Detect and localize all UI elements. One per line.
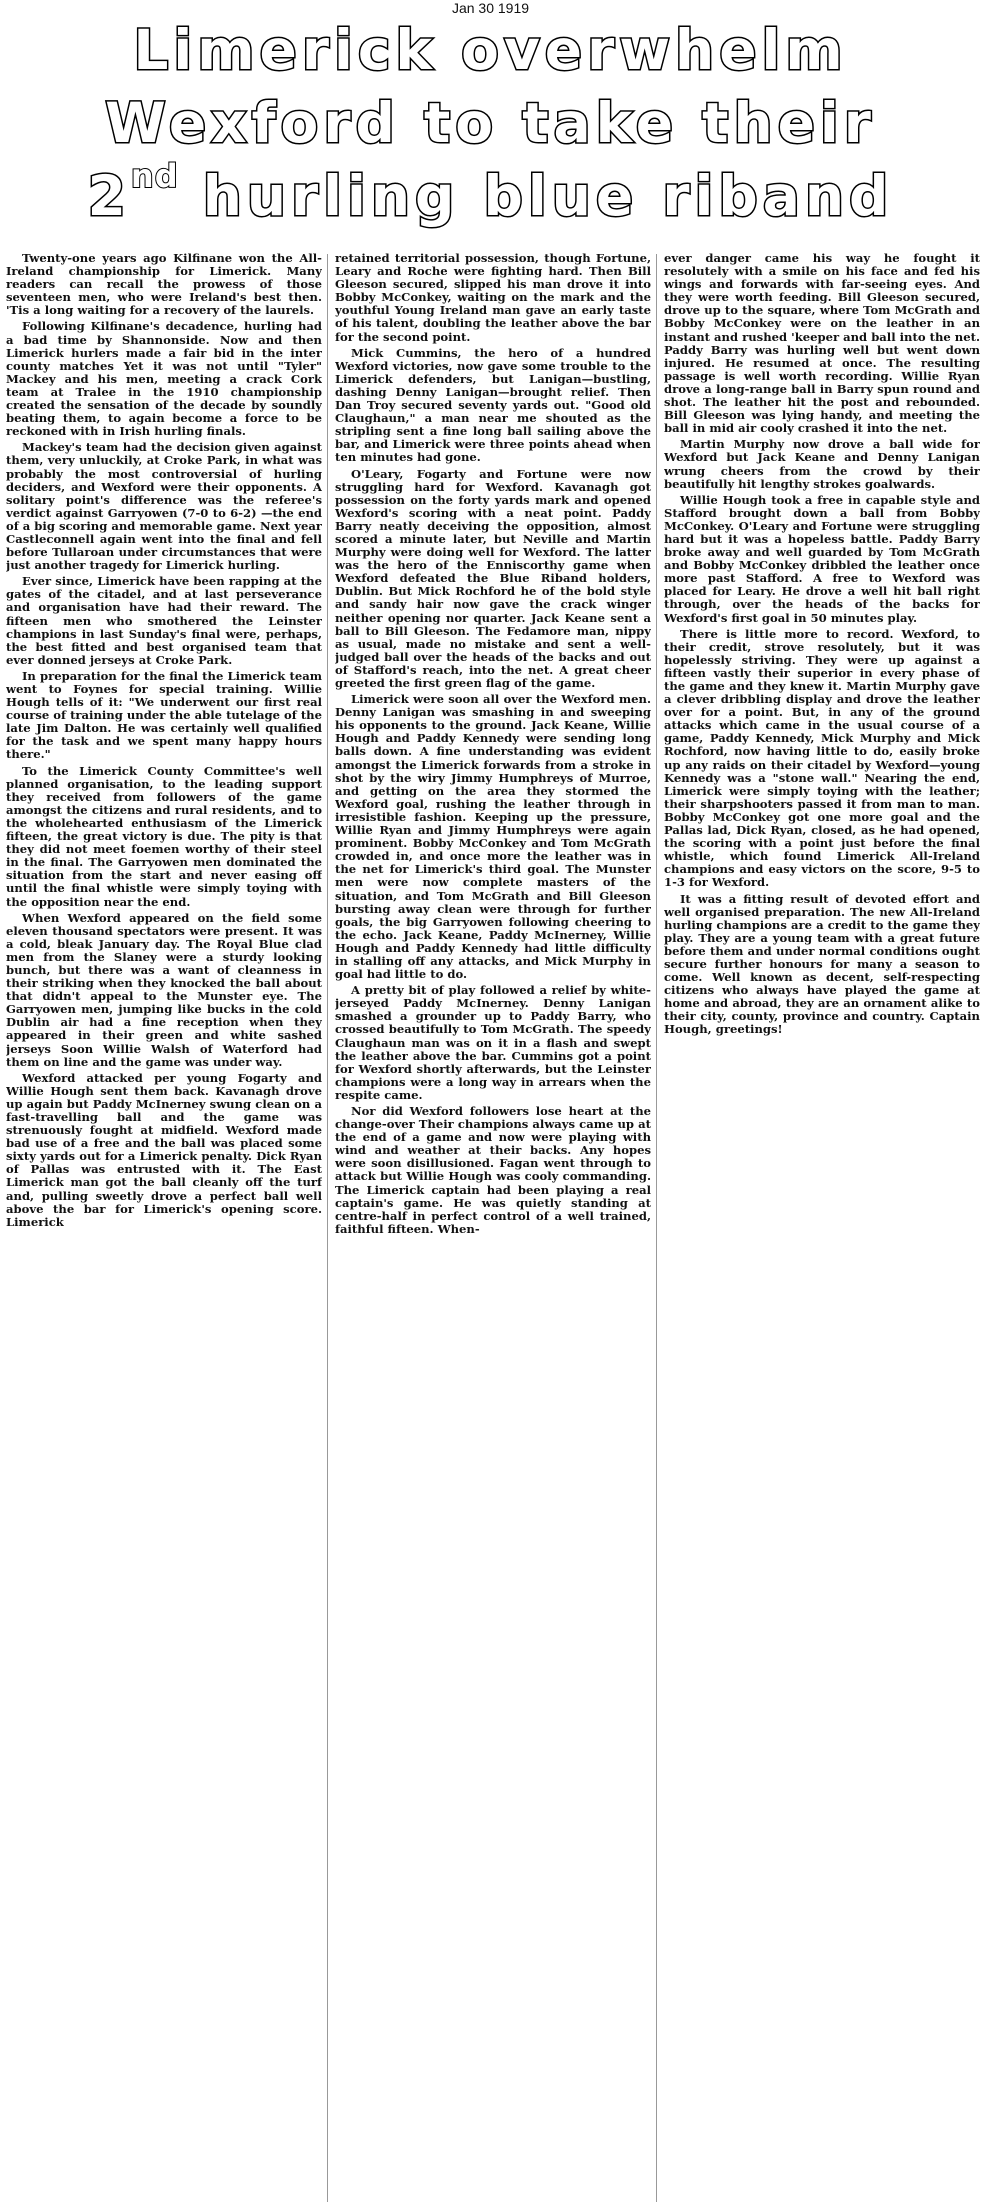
article-paragraph: There is little more to record. Wexford, to their credit, strove resolutely, but it was hopelessly striving. They were up against a fifteen vastly their superior in every phase of the game and they knew it. Martin Murphy gave a clever dribbling display and drove the leather over for a point. But, in any of the ground attacks which came in the usual course of a game, Paddy Kennedy, Mick Murphy and Mick Rochford, now having little to do, easily broke up any raids on their citadel by Wexford—young Kennedy was a "stone wall." Nearing the end, Limerick were simply toying with the leather; their sharpshooters passed it from man to man. Bobby McConkey got one more goal and the Pallas lad, Dick Ryan, closed, as he had opened, the scoring with a point just before the final whistle, which found Limerick All-Ireland champions and easy victors on the score, 9-5 to 1-3 for Wexford. [664, 626, 980, 890]
article-paragraph: Nor did Wexford followers lose heart at the change-over Their champions always came up at the end of a game and now were playing with wind and weather at their backs. Any hopes were soon disillusioned. Fagan went through to attack but Willie Hough was cooly commanding. The Limerick captain had been playing a real captain's game. He was quietly standing at centre-half in perfect control of a well trained, faithful fifteen. When- [335, 1104, 651, 1236]
article-paragraph: Limerick were soon all over the Wexford men. Denny Lanigan was smashing in and sweeping his opponents to the ground. Jack Keane, Willie Hough and Paddy Kennedy were sending long balls down. A fine understanding was evident amongst the Limerick forwards from a stroke in shot by the wiry Jimmy Humphreys of Murroe, and getting on the area they stormed the Wexford goal, rushing the leather through in irresistible fashion. Keeping up the pressure, Willie Ryan and Jimmy Humphreys were again prominent. Bobby McConkey and Tom McGrath crowded in, and once more the leather was in the net for Limerick's third goal. The Munster men were now complete masters of the situation, and Tom McGrath and Bill Gleeson bursting away clean were through for further goals, the big Garryowen following cheering to the echo. Jack Keane, Paddy McInerney, Willie Hough and Paddy Kennedy had little difficulty in stalling off any attacks, and Mick Murphy in goal had little to do. [335, 692, 651, 982]
article-paragraph: ever danger came his way he fought it resolutely with a smile on his face and fed his wings and forwards with far-seeing eyes. And they were worth feeding. Bill Gleeson secured, drove up to the square, where Tom McGrath and Bobby McConkey were on the leather in an instant and rushed 'keeper and ball into the net. Paddy Barry was hurling well but went down injured. He resumed at once. The resulting passage is well worth recording. Willie Ryan drove a long-range ball in Barry spun round and shot. The leather hit the post and rebounded. Bill Gleeson was lying handy, and meeting the ball in mid air cooly crashed it into the net. [664, 252, 980, 436]
article-column-1 [6, 252, 322, 2202]
article-column-3 [664, 252, 980, 2202]
headline [48, 14, 933, 233]
article-paragraph: It was a fitting result of devoted effort and well organised preparation. The new All-Ireland hurling champions are a credit to the game they play. They are a young team with a great future before them and under normal conditions ought secure further honours for many a season to come. Well known as decent, self-respecting citizens who always have played the game at home and abroad, they are an ornament alike to their city, county, province and country. Captain Hough, greetings! [664, 891, 980, 1037]
article-paragraph: Wexford attacked per young Fogarty and Willie Hough sent them back. Kavanagh drove up again but Paddy McInerney swung clean on a fast-travelling ball and the game was strenuously fought at midfield. Wexford made bad use of a free and the ball was placed some sixty yards out for a Limerick penalty. Dick Ryan of Pallas was entrusted with it. The East Limerick man got the ball cleanly off the turf and, pulling sweetly drove a perfect ball well above the bar for Limerick's opening score. Limerick [6, 1070, 322, 1229]
article-paragraph: Ever since, Limerick have been rapping at the gates of the citadel, and at last perseverance and organisation have had their reward. The fifteen men who smothered the Leinster champions in last Sunday's final were, perhaps, the best fitted and best organised team that ever donned jerseys at Croke Park. [6, 574, 322, 667]
column-divider [656, 254, 657, 2202]
headline-line-3 [87, 157, 894, 228]
article-paragraph: A pretty bit of play followed a relief by white-jerseyed Paddy McInerney. Denny Lanigan smashed a grounder up to Paddy Barry, who crossed beautifully to Tom McGrath. The speedy Claughaun man was on it in a flash and swept the leather above the bar. Cummins got a point for Wexford shortly afterwards, but the Leinster champions were a long way in arrears when the respite came. [335, 983, 651, 1102]
dateline: Jan 30 1919 [451, 0, 530, 16]
article-paragraph: Martin Murphy now drove a ball wide for Wexford but Jack Keane and Denny Lanigan wrung cheers from the crowd by their beautifully hit lengthy strokes goalwards. [664, 437, 980, 491]
article-paragraph: Following Kilfinane's decadence, hurling had a bad time by Shannonside. Now and then Limerick hurlers made a fair bid in the inter county matches Yet it was not until "Tyler" Mackey and his men, meeting a crack Cork team at Tralee in the 1910 championship created the sensation of the decade by soundly beating them, to again become a force to be reckoned with in Irish hurling finals. [6, 319, 322, 439]
article-paragraph: O'Leary, Fogarty and Fortune were now struggling hard for Wexford. Kavanagh got possession on the forty yards mark and opened Wexford's scoring with a neat point. Paddy Barry neatly deceiving the opposition, almost scored a minute later, but Neville and Martin Murphy were doing well for Wexford. The latter was the hero of the Enniscorthy game when Wexford defeated the Blue Riband holders, Dublin. But Mick Rochford he of the bold style and sandy hair now gave the crack winger neither opening nor quarter. Jack Keane sent a ball to Bill Gleeson. The Fedamore man, nippy as usual, made no mistake and sent a well-judged ball over the heads of the backs and out of Stafford's reach, into the net. A great cheer greeted the first green flag of the game. [335, 466, 651, 690]
headline-ordinal-number: 2 [87, 164, 131, 228]
article-paragraph: retained territorial possession, though Fortune, Leary and Roche were fighting hard. Then Bill Gleeson secured, slipped his man drove it into Bobby McConkey, waiting on the mark and the youthful Young Ireland man gave an early taste of his talent, doubling the leather above the bar for the second point. [335, 252, 651, 344]
article-paragraph: Mick Cummins, the hero of a hundred Wexford victories, now gave some trouble to the Limerick defenders, but Lanigan—bustling, dashing Denny Lanigan—brought relief. Then Dan Troy secured seventy yards out. "Good old Claughaun," a man near me shouted as the stripling sent a fine long ball sailing above the bar, and Limerick were three points ahead when ten minutes had gone. [335, 345, 651, 465]
column-divider [327, 254, 328, 2202]
article-paragraph: Willie Hough took a free in capable style and Stafford brought down a ball from Bobby McConkey. O'Leary and Fortune were struggling hard but it was a hopeless battle. Paddy Barry broke away and well guarded by Tom McGrath and Bobby McConkey dribbled the leather once more past Stafford. A free to Wexford was placed for Leary. He drove a well hit ball right through, over the heads of the backs for Wexford's first goal in 50 minutes play. [664, 492, 980, 625]
headline-line-2: Wexford to take their [105, 91, 876, 155]
article-paragraph: Twenty-one years ago Kilfinane won the All-Ireland championship for Limerick. Many readers can recall the prowess of those seventeen men, who were Ireland's best then. 'Tis a long waiting for a recovery of the laurels. [6, 252, 322, 318]
article-paragraph: Mackey's team had the decision given against them, very unluckily, at Croke Park, in what was probably the most controversial of hurling deciders, and Wexford were their opponents. A solitary point's difference was the referee's verdict against Garryowen (7-0 to 6-2) —the end of a big scoring and memorable game. Next year Castleconnell again went into the final and fell before Tullaroan under circumstances that were just another tragedy for Limerick hurling. [6, 440, 322, 573]
article-column-2 [335, 252, 651, 2202]
headline-line-3-rest: hurling blue riband [178, 164, 894, 228]
headline-ordinal-suffix: nd [130, 157, 179, 195]
article-paragraph: When Wexford appeared on the field some eleven thousand spectators were present. It was a cold, bleak January day. The Royal Blue clad men from the Slaney were a sturdy looking bunch, but there was a want of cleanness in their striking when they knocked the ball about that didn't appeal to the Munster eye. The Garryowen men, jumping like bucks in the cold Dublin air had a fine reception when they appeared in their green and white sashed jerseys Soon Willie Walsh of Waterford had them on line and the game was under way. [6, 910, 322, 1069]
article-paragraph: To the Limerick County Committee's well planned organisation, to the leading support they received from followers of the game amongst the citizens and rural residents, and to the wholehearted enthusiasm of the Limerick fifteen, the great victory is due. The pity is that they did not meet foemen worthy of their steel in the final. The Garryowen men dominated the situation from the start and never easing off until the final whistle were simply toying with the opposition near the end. [6, 763, 322, 909]
article-paragraph: In preparation for the final the Limerick team went to Foynes for special training. Willie Hough tells of it: "We underwent our first real course of training under the able tutelage of the late Jim Dalton. He was certainly well qualified for the task and we spent many happy hours there." [6, 668, 322, 762]
headline-line-1: Limerick overwhelm [133, 18, 848, 82]
